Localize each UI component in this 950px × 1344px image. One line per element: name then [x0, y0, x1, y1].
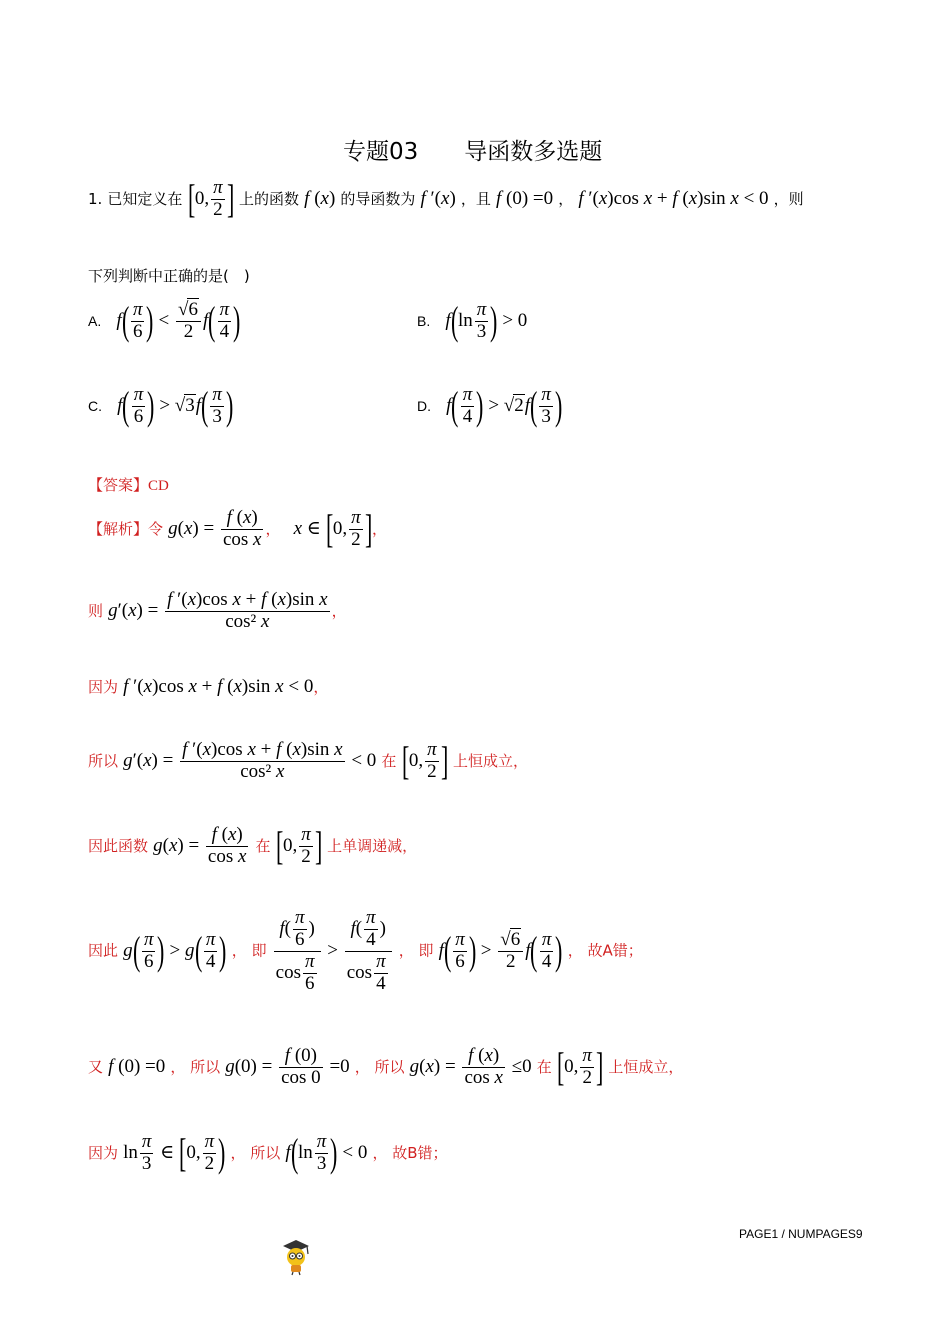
option-d: D. f( $\frac{\pi}{4}$ ) > √2f( $\frac{\pi}{3}$ ) [417, 383, 563, 429]
analysis-label: 【解析】 [88, 519, 149, 538]
analysis-line-5: 因此函数 g(x) = $\frac{f (x)}{\text{cos x}}$ 在 [0, $\frac{\pi}{2}$ ] 上单调递减， [88, 823, 418, 869]
option-b: B. f(ln $\frac{\pi}{3}$ ) > 0 [417, 298, 528, 344]
mascot-logo-icon [279, 1236, 313, 1280]
condition-formula: f ′(x)cos x + f (x)sin x < 0 [578, 187, 769, 209]
answer-label: 【答案】 [88, 476, 149, 494]
interval-formula: [0, $\frac{\pi}{2}$ ] [187, 176, 234, 222]
analysis-line-3: 因为 f ′(x)cos x + f (x)sin x < 0， [88, 676, 329, 697]
question-line-2: 下列判断中正确的是( ) [88, 267, 250, 285]
analysis-line-4: 所以 g′(x) = $\frac{\text{f ′(x)cos x + f (x)sin x}}{\text{cos² x}}$ < 0 在 [0, $\frac{\pi}{2}$ ] 上恒成立， [88, 738, 529, 784]
analysis-line-1: 【解析】令 g(x) = $\frac{f (x)}{\text{cos x}}$ ， x ∈ [0, $\frac{\pi}{2}$ ]， [88, 506, 388, 552]
analysis-line-8: 因为 ln $\frac{\pi}{3}$ ∈ [0, $\frac{\pi}{2}$ ) ， 所以 f(ln $\frac{\pi}{3}$ ) < 0 ， 故B错； [88, 1130, 448, 1176]
analysis-line-2: 则 g′(x) = $\frac{\text{f ′(x)cos x + f (x)sin x}}{\text{cos² x}}$ ， [88, 589, 347, 632]
answer-value: CD [148, 478, 169, 494]
analysis-line-6: 因此 g( $\frac{\pi}{6}$ ) > g( $\frac{\pi}{4}$ ) ， 即 f( $\frac{\pi}{6}$ ) cos $\frac{\pi}{6}$ > f( $\frac{\pi}{4}$ ) cos $\frac{\pi}{4}$ ， 即 f( $\frac{\pi}{6}$ ) > $\frac{√6}{2}$ f( $\frac{\pi}{4}$ ) ， 故A错； [88, 907, 643, 994]
page-number: PAGE1 / NUMPAGES9 [739, 1227, 863, 1241]
question-line-1: 1. 已知定义在 [0, $\frac{\pi}{2}$ ] 上的函数 f (x) 的导函数为 f ′(x) ，且 f (0) =0 ， f ′(x)cos x + f (x)sin x < 0 ，则 [88, 176, 804, 222]
option-a: A. f( $\frac{\pi}{6}$ ) < $\frac{√6}{2}$ f( $\frac{\pi}{4}$ ) [88, 298, 241, 344]
option-c: C. f( $\frac{\pi}{6}$ ) > √3f( $\frac{\pi}{3}$ ) [88, 383, 234, 429]
analysis-line-7: 又 f (0) =0 ， 所以 g(0) = $\frac{f (0)}{\cos 0}$ =0 ， 所以 g(x) = $\frac{f (x)}{\text{cos x}}$ ≤0 在 [0, $\frac{\pi}{2}$ ] 上恒成立， [88, 1044, 684, 1090]
question-number: 1. [88, 189, 103, 208]
page-title: 专题03 导函数多选题 [343, 139, 603, 165]
answer-line [88, 474, 169, 495]
